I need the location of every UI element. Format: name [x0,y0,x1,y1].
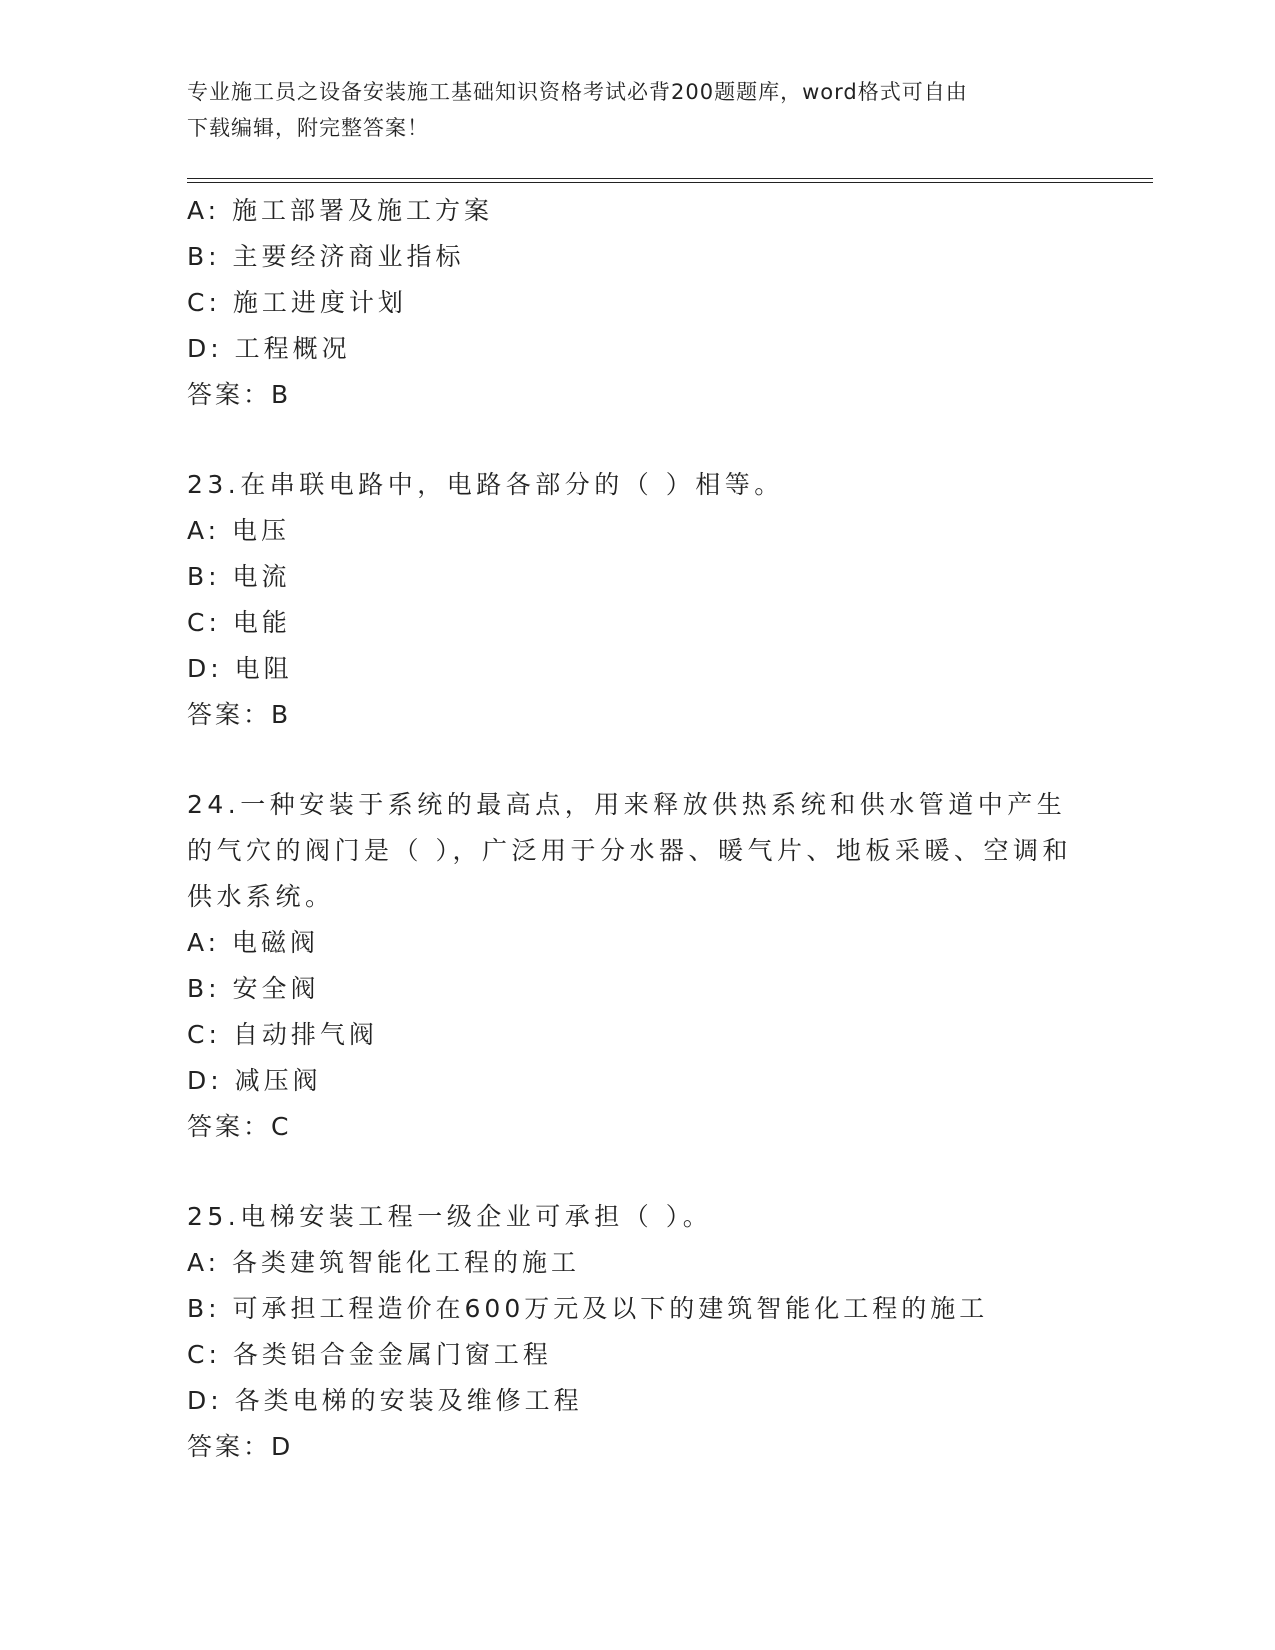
option-c: C: 各类铝合金金属门窗工程 [187,1340,552,1369]
option-d: D: 各类电梯的安装及维修工程 [187,1386,583,1415]
option-a: A: 各类建筑智能化工程的施工 [187,1248,581,1277]
question-block-22 [187,188,1087,418]
option-c: C: 电能 [187,608,291,637]
question-list [187,188,1087,1470]
option-c: C: 自动排气阀 [187,1020,378,1049]
answer-line: 答案：D [187,1432,294,1461]
question-block-23 [187,462,1087,738]
option-d: D: 电阻 [187,654,293,683]
question-text: 25.电梯安装工程一级企业可承担（ ）。 [187,1202,713,1231]
header-line-1: 专业施工员之设备安装施工基础知识资格考试必背200题题库，word格式可自由 [187,80,968,104]
answer-line: 答案：B [187,700,292,729]
document-header [187,74,1087,146]
answer-line: 答案：B [187,380,292,409]
option-a: A: 电压 [187,516,291,545]
option-b: B: 电流 [187,562,291,591]
option-a: A: 施工部署及施工方案 [187,196,494,225]
option-a: A: 电磁阀 [187,928,320,957]
header-divider-top [187,178,1153,179]
question-text: 24.一种安装于系统的最高点，用来释放供热系统和供水管道中产生的气穴的阀门是（ ），广泛用于分水器、暖气片、地板采暖、空调和供水系统。 [187,790,1072,911]
answer-line: 答案：C [187,1112,292,1141]
question-block-25 [187,1194,1087,1470]
header-line-2: 下载编辑，附完整答案！ [187,116,429,140]
question-text: 23.在串联电路中，电路各部分的（ ）相等。 [187,470,784,499]
header-divider-bottom [187,182,1153,183]
option-d: D: 减压阀 [187,1066,322,1095]
option-d: D: 工程概况 [187,334,351,363]
option-b: B: 可承担工程造价在600万元及以下的建筑智能化工程的施工 [187,1294,989,1323]
question-block-24 [187,782,1087,1150]
option-b: B: 主要经济商业指标 [187,242,465,271]
option-b: B: 安全阀 [187,974,320,1003]
option-c: C: 施工进度计划 [187,288,407,317]
